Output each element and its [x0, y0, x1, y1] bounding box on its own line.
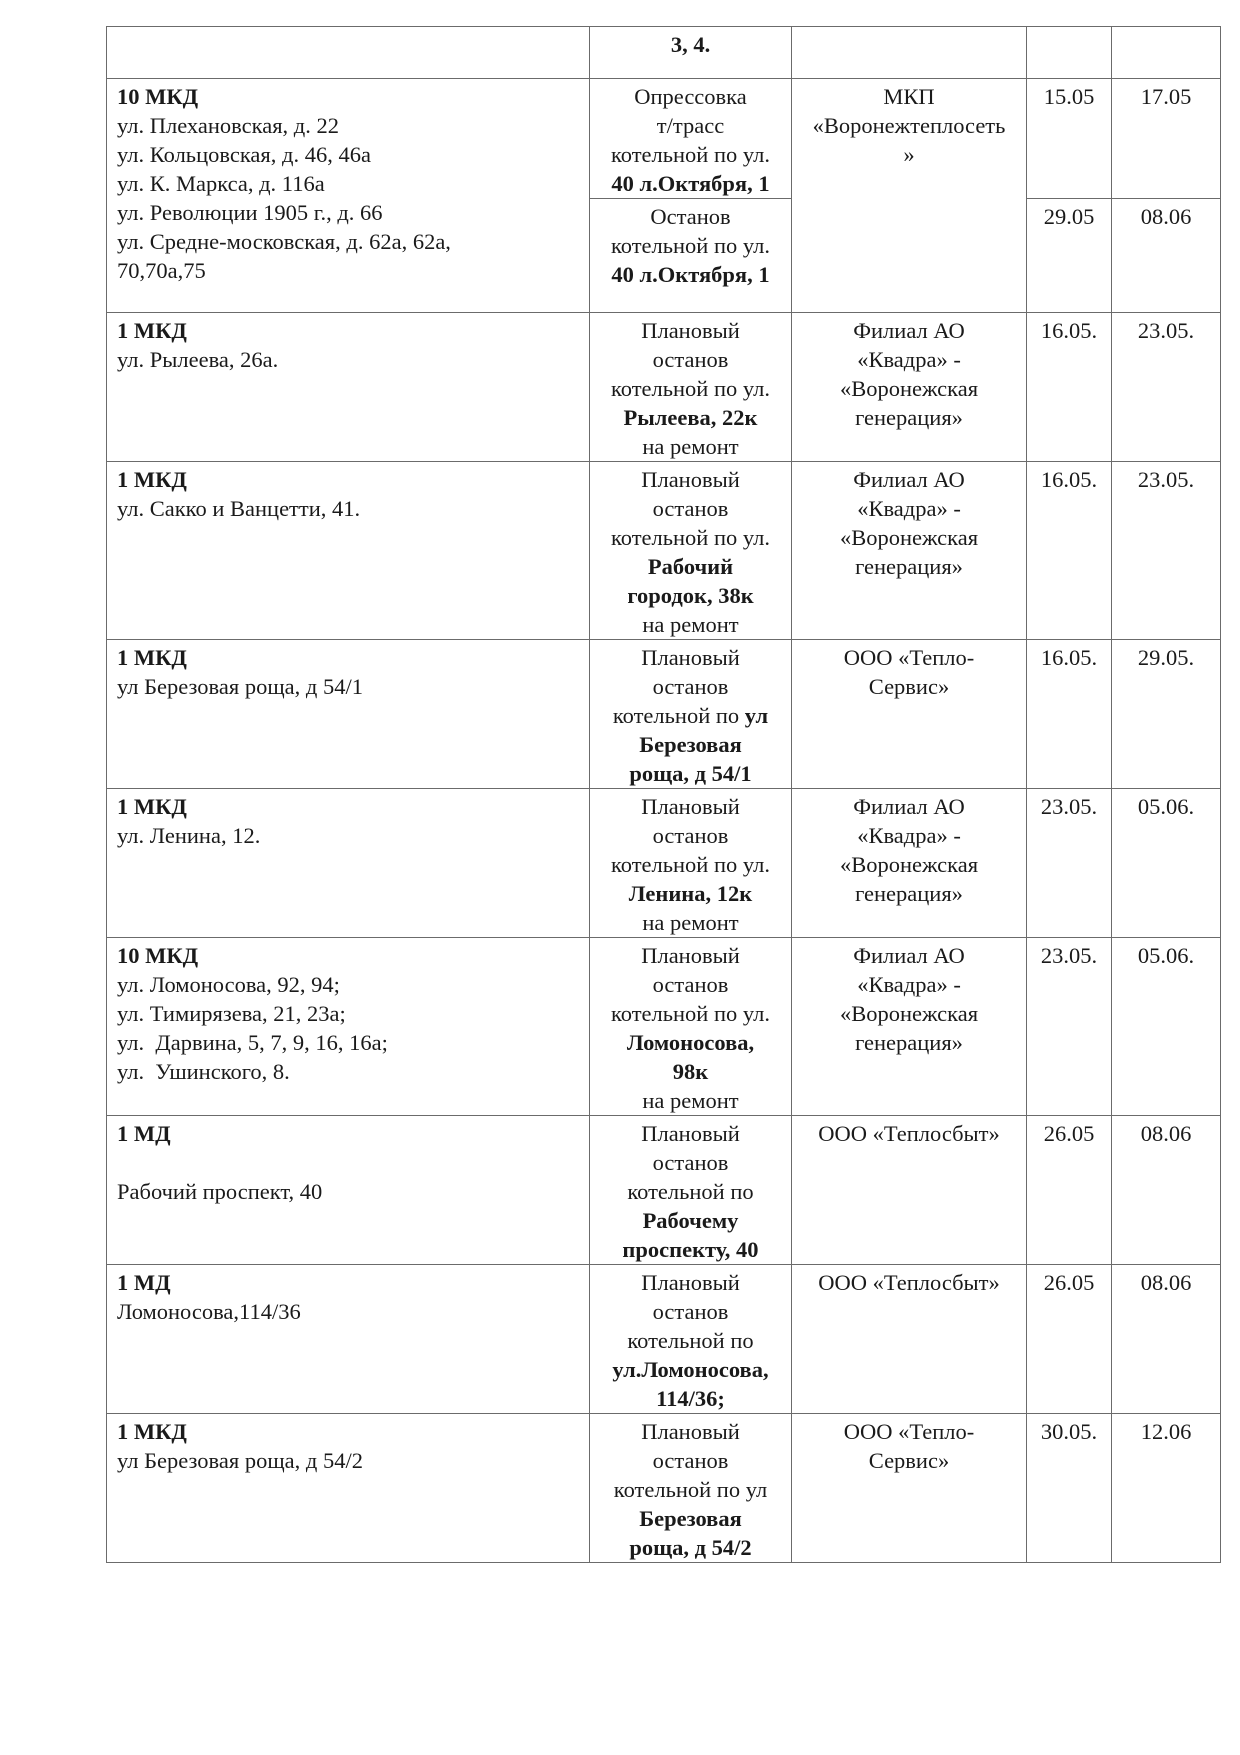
building-count: 1 МКД — [117, 1419, 187, 1444]
work-cell — [590, 1414, 792, 1563]
work-text: на ремонт — [642, 1088, 739, 1113]
organization-name: «Квадра» - — [857, 823, 961, 848]
organization-name: «Воронежская — [839, 1001, 979, 1026]
addresses-cell — [107, 313, 590, 462]
organization-cell — [792, 1265, 1027, 1414]
organization-name: Сервис» — [868, 674, 950, 699]
organization-name: ООО «Тепло- — [843, 645, 975, 670]
work-text: котельной по — [612, 703, 745, 728]
work-text: котельной по — [627, 1328, 754, 1353]
addresses-cell — [107, 789, 590, 938]
organization-name: МКП — [883, 84, 935, 109]
end-date-cell: 08.06 — [1112, 1265, 1221, 1414]
address-line: 70,70а,75 — [117, 258, 206, 283]
work-cell — [590, 79, 792, 199]
boiler-location: 40 л.Октября, 1 — [611, 262, 770, 287]
building-count: 1 МКД — [117, 645, 187, 670]
addresses-cell — [107, 1265, 590, 1414]
start-date-cell: 16.05. — [1027, 462, 1112, 640]
organization-name: генерация» — [855, 554, 963, 579]
work-text: котельной по — [627, 1179, 754, 1204]
table-row — [107, 938, 1221, 1116]
organization-name: Филиал АО — [853, 318, 965, 343]
organization-name: «Воронежская — [839, 376, 979, 401]
work-cell — [590, 27, 792, 79]
organization-name: » — [903, 142, 915, 167]
boiler-location: Ломоносова, — [626, 1030, 755, 1055]
organization-cell — [792, 640, 1027, 789]
address-line: ул. К. Маркса, д. 116а — [117, 171, 325, 196]
organization-name: Сервис» — [868, 1448, 950, 1473]
addresses-cell — [107, 462, 590, 640]
building-count: 1 МКД — [117, 318, 187, 343]
organization-name: «Воронежтеплосеть — [812, 113, 1006, 138]
building-count: 1 МКД — [117, 467, 187, 492]
work-text: Плановый — [641, 794, 740, 819]
work-text-mixed — [600, 701, 781, 730]
work-text: останов — [652, 972, 729, 997]
work-text: останов — [652, 1299, 729, 1324]
boiler-location: ул.Ломоносова, — [612, 1357, 769, 1382]
work-cell — [590, 789, 792, 938]
table-row — [107, 79, 1221, 199]
address-line: Ломоносова,114/36 — [117, 1299, 301, 1324]
work-cell — [590, 1265, 792, 1414]
work-text: Плановый — [641, 1270, 740, 1295]
work-text: останов — [652, 823, 729, 848]
organization-cell — [792, 938, 1027, 1116]
work-text: котельной по ул. — [610, 852, 771, 877]
table-row — [107, 789, 1221, 938]
table-row — [107, 1116, 1221, 1265]
address-line: ул. Плехановская, д. 22 — [117, 113, 339, 138]
start-date-cell — [1027, 27, 1112, 79]
addresses-cell — [107, 640, 590, 789]
start-date-cell: 26.05 — [1027, 1265, 1112, 1414]
boiler-location: Рабочий — [647, 554, 734, 579]
work-text: останов — [652, 1150, 729, 1175]
organization-cell — [792, 462, 1027, 640]
end-date-cell: 05.06. — [1112, 789, 1221, 938]
work-text: на ремонт — [642, 434, 739, 459]
organization-name: генерация» — [855, 1030, 963, 1055]
blank-line — [117, 1148, 579, 1177]
work-text: Плановый — [641, 318, 740, 343]
work-text: котельной по ул. — [610, 233, 771, 258]
addresses-cell — [107, 938, 590, 1116]
boiler-location: роща, д 54/2 — [629, 1535, 752, 1560]
work-text: на ремонт — [642, 910, 739, 935]
organization-name: ООО «Теплосбыт» — [818, 1121, 1000, 1146]
end-date-cell: 08.06 — [1112, 199, 1221, 313]
work-cell — [590, 1116, 792, 1265]
address-line: ул. Кольцовская, д. 46, 46а — [117, 142, 371, 167]
end-date-cell: 08.06 — [1112, 1116, 1221, 1265]
boiler-location: Ленина, 12к — [628, 881, 753, 906]
work-text: останов — [652, 496, 729, 521]
boiler-location: Березовая — [639, 732, 742, 757]
work-text: Плановый — [641, 1419, 740, 1444]
table-row — [107, 640, 1221, 789]
work-text: Останов — [650, 204, 731, 229]
address-line: ул. Сакко и Ванцетти, 41. — [117, 496, 361, 521]
boiler-location: 114/36; — [656, 1386, 725, 1411]
address-line: ул. Рылеева, 26а. — [117, 347, 279, 372]
organization-cell — [792, 1116, 1027, 1265]
organization-name: Филиал АО — [853, 943, 965, 968]
table-row — [107, 313, 1221, 462]
start-date-cell: 15.05 — [1027, 79, 1112, 199]
organization-cell — [792, 1414, 1027, 1563]
address-line: ул. Тимирязева, 21, 23а; — [117, 1001, 346, 1026]
work-text: Плановый — [641, 1121, 740, 1146]
addresses-cell — [107, 79, 590, 313]
work-cell — [590, 199, 792, 313]
work-text: останов — [652, 1448, 729, 1473]
boiler-location: 98к — [672, 1059, 709, 1084]
work-cell — [590, 313, 792, 462]
start-date-cell: 30.05. — [1027, 1414, 1112, 1563]
organization-name: «Квадра» - — [857, 347, 961, 372]
start-date-cell: 23.05. — [1027, 789, 1112, 938]
work-text-bold: 3, 4. — [670, 32, 711, 57]
work-text: останов — [652, 674, 729, 699]
work-cell — [590, 640, 792, 789]
work-text: котельной по ул. — [610, 376, 771, 401]
table-row — [107, 1414, 1221, 1563]
start-date-cell: 23.05. — [1027, 938, 1112, 1116]
work-text: котельной по ул. — [610, 142, 771, 167]
building-count: 1 МД — [117, 1270, 171, 1295]
organization-cell — [792, 79, 1027, 313]
address-line: ул. Ушинского, 8. — [117, 1059, 290, 1084]
work-text: Плановый — [641, 467, 740, 492]
work-text: котельной по ул — [613, 1477, 768, 1502]
end-date-cell: 23.05. — [1112, 462, 1221, 640]
work-text: Плановый — [641, 645, 740, 670]
organization-name: ООО «Тепло- — [843, 1419, 975, 1444]
work-text: Плановый — [641, 943, 740, 968]
organization-cell — [792, 789, 1027, 938]
building-count: 1 МКД — [117, 794, 187, 819]
work-text: котельной по ул. — [610, 1001, 771, 1026]
address-line: Рабочий проспект, 40 — [117, 1179, 323, 1204]
address-line: ул Березовая роща, д 54/2 — [117, 1448, 363, 1473]
boiler-location: 40 л.Октября, 1 — [611, 171, 770, 196]
address-line: ул. Ломоносова, 92, 94; — [117, 972, 340, 997]
outage-schedule-table — [106, 26, 1221, 1563]
organization-name: «Воронежская — [839, 852, 979, 877]
boiler-location: роща, д 54/1 — [629, 761, 752, 786]
boiler-location: проспекту, 40 — [622, 1237, 759, 1262]
work-text: останов — [652, 347, 729, 372]
address-line: ул. Революции 1905 г., д. 66 — [117, 200, 383, 225]
boiler-location: ул — [744, 703, 769, 728]
table-row — [107, 462, 1221, 640]
start-date-cell: 16.05. — [1027, 313, 1112, 462]
building-count: 1 МД — [117, 1121, 171, 1146]
end-date-cell: 17.05 — [1112, 79, 1221, 199]
addresses-cell — [107, 1414, 590, 1563]
table-row — [107, 1265, 1221, 1414]
addresses-cell — [107, 1116, 590, 1265]
end-date-cell: 05.06. — [1112, 938, 1221, 1116]
work-cell — [590, 462, 792, 640]
work-text: т/трасс — [656, 113, 725, 138]
address-line: ул Березовая роща, д 54/1 — [117, 674, 363, 699]
building-count: 10 МКД — [117, 943, 199, 968]
addresses-cell — [107, 27, 590, 79]
boiler-location: Рылеева, 22к — [623, 405, 758, 430]
organization-name: генерация» — [855, 405, 963, 430]
organization-cell — [792, 313, 1027, 462]
boiler-location: городок, 38к — [627, 583, 754, 608]
organization-name: Филиал АО — [853, 467, 965, 492]
end-date-cell: 29.05. — [1112, 640, 1221, 789]
end-date-cell: 12.06 — [1112, 1414, 1221, 1563]
organization-name: генерация» — [855, 881, 963, 906]
start-date-cell: 29.05 — [1027, 199, 1112, 313]
end-date-cell — [1112, 27, 1221, 79]
boiler-location: Березовая — [639, 1506, 742, 1531]
end-date-cell: 23.05. — [1112, 313, 1221, 462]
work-text: котельной по ул. — [610, 525, 771, 550]
address-line: ул. Дарвина, 5, 7, 9, 16, 16а; — [117, 1030, 388, 1055]
address-line: ул. Средне-московская, д. 62а, 62а, — [117, 229, 451, 254]
table-row-continued — [107, 27, 1221, 79]
organization-name: «Воронежская — [839, 525, 979, 550]
boiler-location: Рабочему — [642, 1208, 739, 1233]
start-date-cell: 16.05. — [1027, 640, 1112, 789]
organization-name: Филиал АО — [853, 794, 965, 819]
address-line: ул. Ленина, 12. — [117, 823, 261, 848]
organization-name: «Квадра» - — [857, 496, 961, 521]
organization-name: «Квадра» - — [857, 972, 961, 997]
organization-name: ООО «Теплосбыт» — [818, 1270, 1000, 1295]
work-cell — [590, 938, 792, 1116]
start-date-cell: 26.05 — [1027, 1116, 1112, 1265]
work-text: Опрессовка — [634, 84, 747, 109]
building-count: 10 МКД — [117, 84, 199, 109]
work-text: на ремонт — [642, 612, 739, 637]
organization-cell — [792, 27, 1027, 79]
